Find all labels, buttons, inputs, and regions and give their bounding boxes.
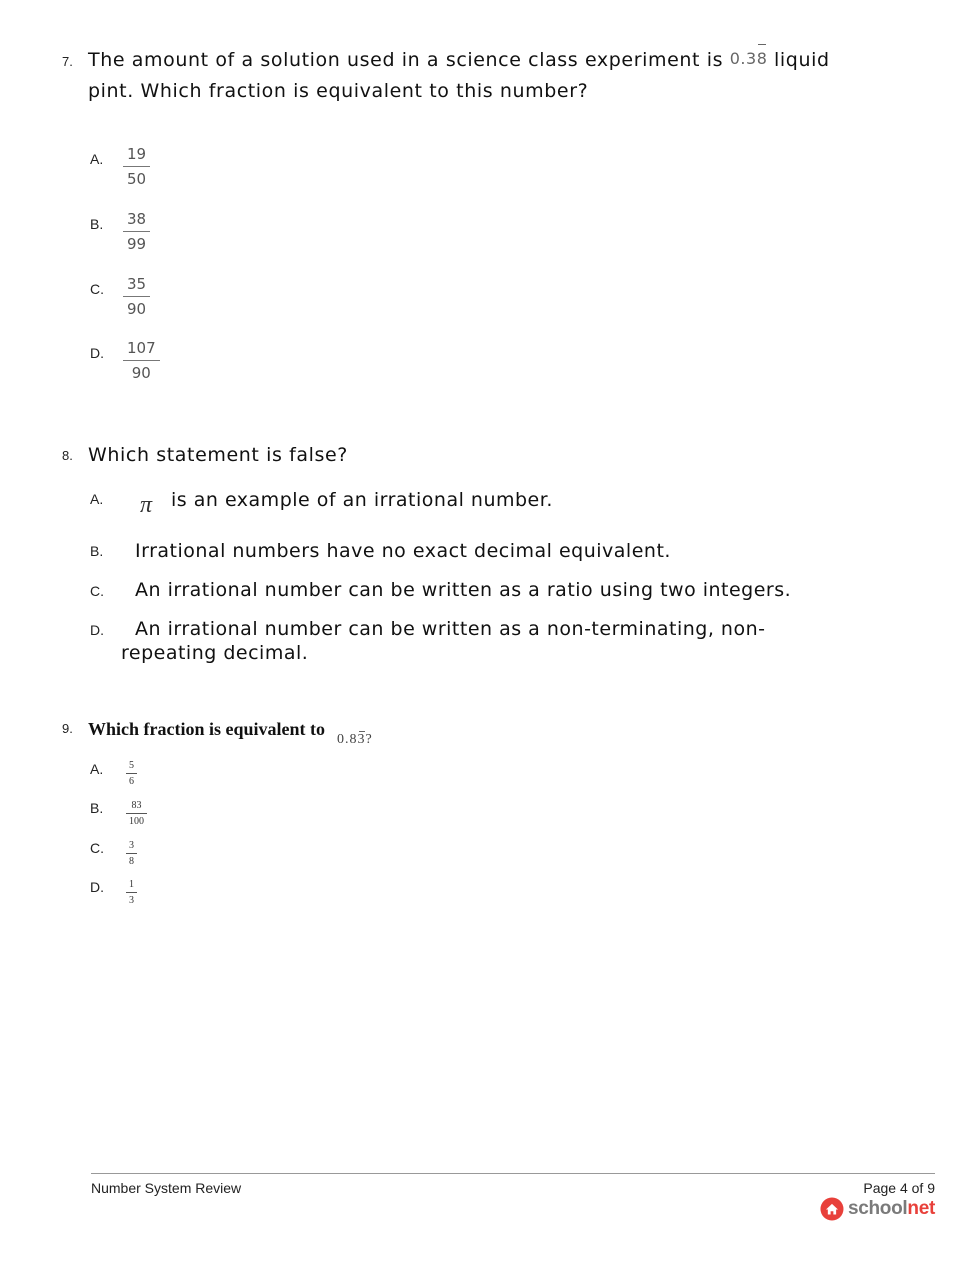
numerator: 3 (129, 840, 134, 851)
option-b-text[interactable]: Irrational numbers have no exact decimal equivalent. (135, 540, 671, 562)
option-letter[interactable]: C. (90, 281, 104, 297)
numerator: 5 (129, 760, 134, 771)
option-d-fraction[interactable] (123, 339, 160, 382)
question-number: 7. (62, 54, 73, 69)
question-8-text: Which statement is false? (88, 444, 348, 466)
denominator: 90 (127, 300, 147, 318)
schoolnet-logo (820, 1196, 935, 1222)
option-letter[interactable]: D. (90, 345, 104, 361)
fraction-bar (126, 813, 147, 814)
denominator: 99 (127, 235, 147, 253)
footer-divider (91, 1173, 935, 1174)
option-d-fraction[interactable] (126, 879, 137, 906)
fraction-bar (123, 166, 150, 167)
numerator: 83 (131, 800, 142, 811)
question-text-line2: pint. Which fraction is equivalent to this number? (88, 80, 589, 102)
question-9-text: Which fraction is equivalent to (88, 719, 325, 739)
numerator: 1 (129, 879, 134, 890)
option-letter[interactable]: D. (90, 879, 104, 895)
question-number: 8. (62, 448, 73, 463)
option-b-fraction[interactable] (123, 210, 150, 253)
question-text-line1-end: liquid (774, 49, 830, 71)
fraction-bar (123, 360, 160, 361)
option-a-fraction[interactable] (123, 145, 150, 188)
option-c-fraction[interactable] (126, 840, 137, 867)
footer-title: Number System Review (91, 1180, 242, 1196)
denominator: 100 (129, 816, 144, 827)
question-7-text (88, 45, 888, 107)
fraction-bar (126, 773, 137, 774)
option-letter[interactable]: B. (90, 543, 104, 559)
option-letter[interactable]: C. (90, 583, 104, 599)
denominator: 8 (129, 856, 134, 867)
question-text-line1: The amount of a solution used in a science class experiment is (88, 49, 724, 71)
option-d-text-line2[interactable]: repeating decimal. (121, 642, 309, 664)
fraction-bar (123, 231, 150, 232)
option-d-text-line1[interactable]: An irrational number can be written as a non-terminating, non- (135, 618, 766, 640)
numerator: 19 (127, 145, 147, 163)
page-number: Page 4 of 9 (863, 1180, 935, 1196)
fraction-bar (126, 892, 137, 893)
option-c-fraction[interactable] (123, 275, 150, 318)
house-icon (820, 1196, 844, 1222)
repeating-digit: 3 (357, 732, 366, 747)
numerator: 38 (127, 210, 147, 228)
option-letter[interactable]: A. (90, 151, 104, 167)
option-letter[interactable]: C. (90, 840, 104, 856)
option-letter[interactable]: B. (90, 800, 104, 816)
question-number: 9. (62, 721, 73, 736)
repeating-digit: 8 (757, 43, 768, 74)
option-a-text[interactable]: is an example of an irrational number. (171, 489, 553, 511)
denominator: 3 (129, 895, 134, 906)
denominator: 50 (127, 170, 147, 188)
fraction-bar (126, 853, 137, 854)
option-letter[interactable]: A. (90, 761, 104, 777)
pi-symbol: π (140, 492, 153, 518)
option-letter[interactable]: B. (90, 216, 104, 232)
option-a-fraction[interactable] (126, 760, 137, 787)
denominator: 90 (131, 364, 151, 382)
option-b-fraction[interactable] (126, 800, 147, 827)
brand-wordmark: schoolnet (847, 1198, 935, 1219)
option-letter[interactable]: A. (90, 491, 104, 507)
repeating-decimal: 0.38 (730, 49, 768, 68)
repeating-decimal: 0.83? (337, 732, 373, 747)
numerator: 107 (127, 339, 156, 357)
fraction-bar (123, 296, 150, 297)
option-letter[interactable]: D. (90, 622, 104, 638)
option-c-text[interactable]: An irrational number can be written as a ratio using two integers. (135, 579, 792, 601)
numerator: 35 (127, 275, 147, 293)
denominator: 6 (129, 776, 134, 787)
